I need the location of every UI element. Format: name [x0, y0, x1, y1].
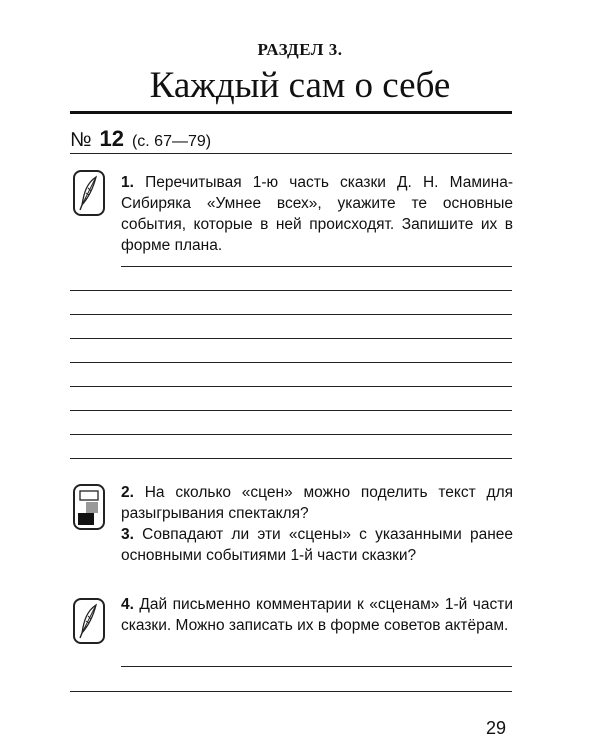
- question-2: [121, 482, 513, 524]
- question-3-text: Совпадают ли эти «сцены» с указанными ранее основными событиями 1-й части сказки?: [121, 526, 513, 564]
- feather-pen-icon: [73, 598, 105, 644]
- answer-line[interactable]: [70, 386, 512, 387]
- title-divider: [70, 111, 512, 114]
- question-1-number: 1.: [121, 174, 134, 191]
- question-1: [121, 172, 513, 256]
- answer-line[interactable]: [70, 314, 512, 315]
- feather-pen-icon: [73, 170, 105, 216]
- answer-line[interactable]: [121, 266, 512, 267]
- answer-line[interactable]: [70, 338, 512, 339]
- answer-line[interactable]: [70, 458, 512, 459]
- question-2-text: На сколько «сцен» можно поделить текст для разыгрывания спектакля?: [121, 484, 514, 522]
- blocks-icon: [73, 484, 105, 530]
- question-4: [121, 594, 513, 636]
- section-label: РАЗДЕЛ 3.: [257, 40, 343, 59]
- task-divider: [70, 153, 512, 154]
- task-header: [70, 126, 211, 152]
- task-pages: (с. 67—79): [131, 133, 212, 150]
- section-title: Каждый сам о себе: [149, 65, 451, 106]
- question-3: [121, 524, 513, 566]
- page-number: 29: [486, 718, 507, 738]
- question-1-text: Перечитывая 1-ю часть сказки Д. Н. Мамина-Сибиряка «Умнее всех», укажите те основные события, которые в ней происходят. Запишите их в форме плана.: [121, 174, 513, 254]
- answer-line[interactable]: [70, 434, 512, 435]
- answer-line[interactable]: [70, 410, 512, 411]
- answer-line[interactable]: [121, 666, 512, 667]
- question-3-number: 3.: [121, 526, 134, 543]
- question-4-text: Дай письменно комментарии к «сценам» 1-й части сказки. Можно записать их в форме советов актёрам.: [121, 596, 513, 634]
- question-2-number: 2.: [121, 484, 134, 501]
- task-number: 12: [99, 126, 124, 151]
- number-sign: №: [70, 129, 92, 151]
- answer-line[interactable]: [70, 691, 512, 692]
- question-4-number: 4.: [121, 596, 134, 613]
- answer-line[interactable]: [70, 362, 512, 363]
- answer-line[interactable]: [70, 290, 512, 291]
